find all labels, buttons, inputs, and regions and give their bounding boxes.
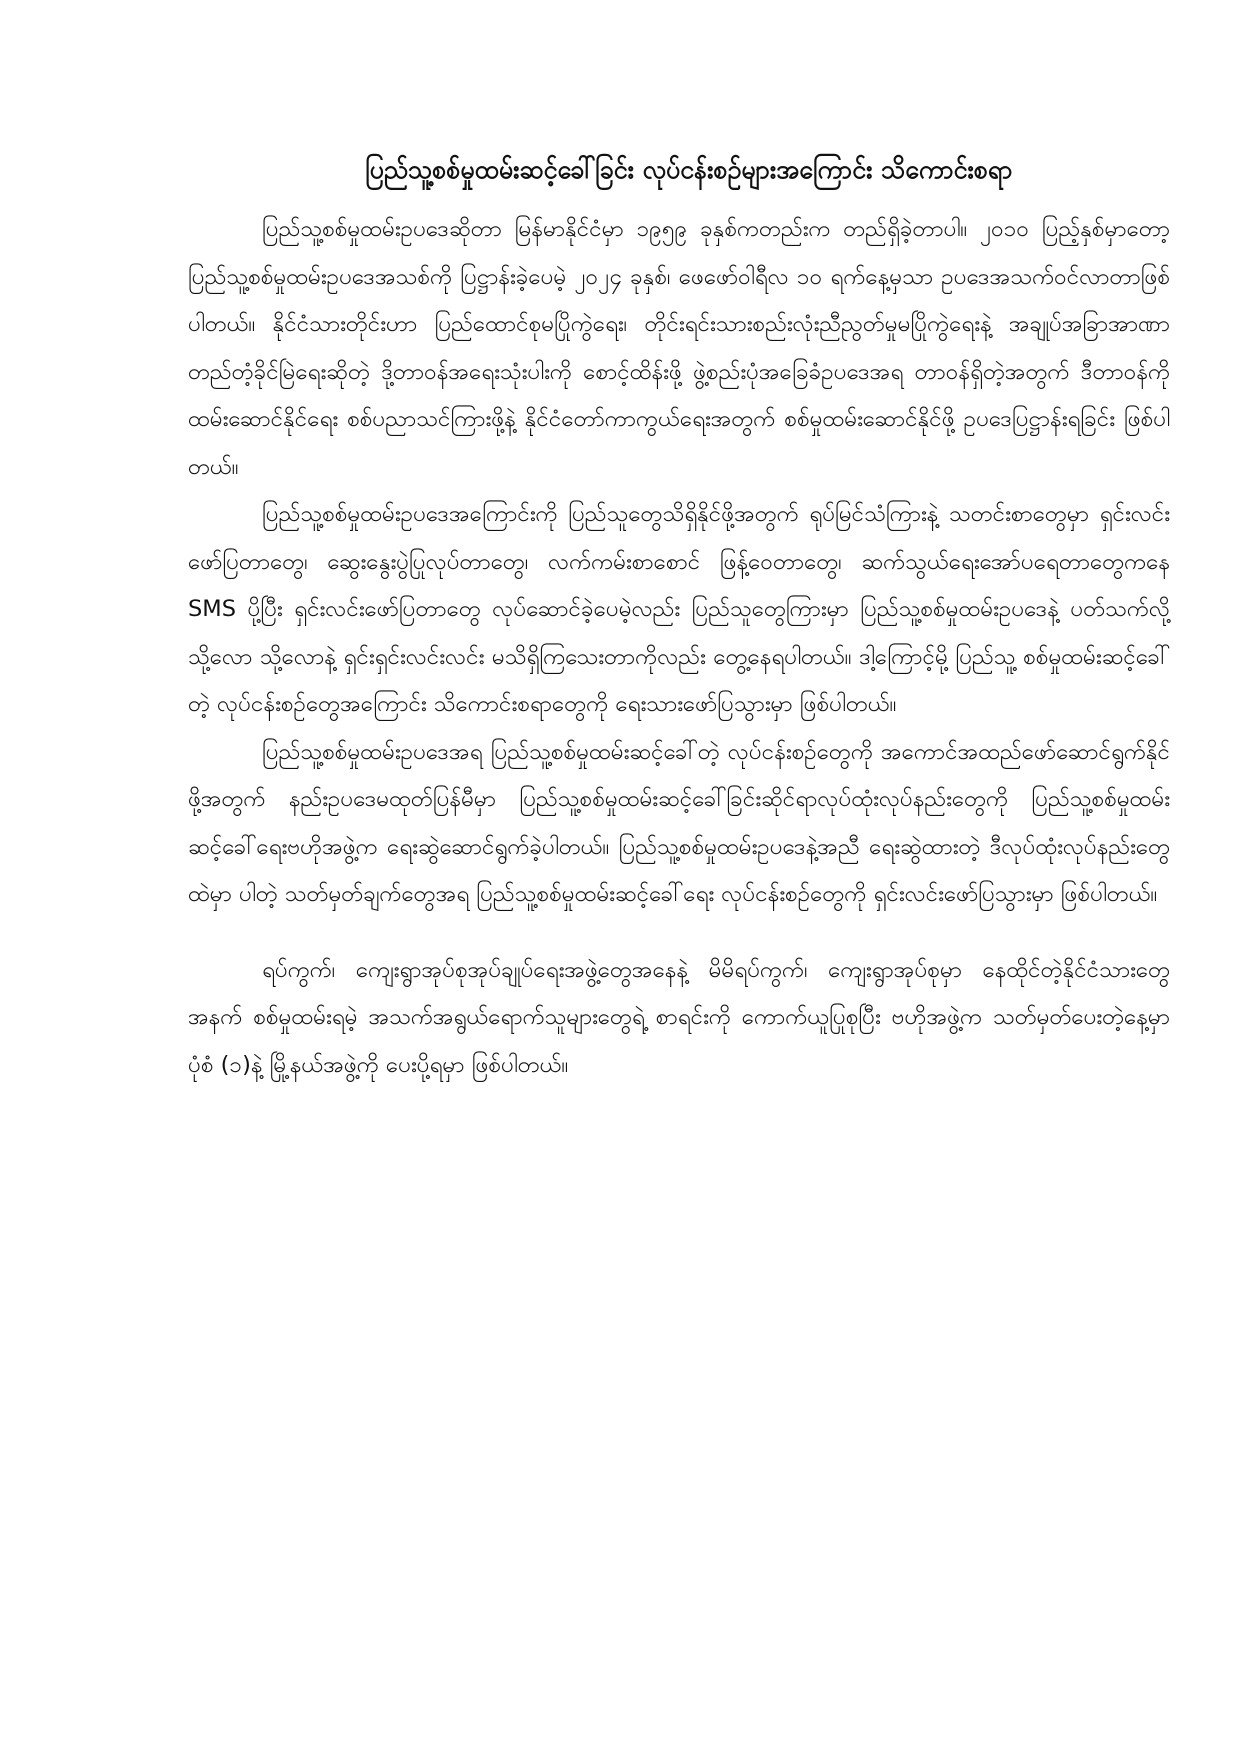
paragraph-2: ပြည်သူ့စစ်မှုထမ်းဥပဒေအကြောင်းကို ပြည်သူတွေသိရှိနိုင်ဖို့အတွက် ရုပ်မြင်သံကြားနဲ့ သတင်းစာတွေမှာ ရှင်းလင်းဖော်ပြတာတွေ၊ ဆွေးနွေးပွဲပြုလုပ်တာတွေ၊ လက်ကမ်းစာစောင် ဖြန့်ဝေတာတွေ၊ ဆက်သွယ်ရေးအော်ပရေတာတွေကနေ SMS ပို့ပြီး ရှင်းလင်းဖော်ပြတာတွေ လုပ်ဆောင်ခဲ့ပေမဲ့လည်း ပြည်သူတွေကြားမှာ ပြည်သူ့စစ်မှုထမ်းဥပဒေနဲ့ ပတ်သက်လို့ သို့လော သို့လောနဲ့ ရှင်းရှင်းလင်းလင်း မသိရှိကြသေးတာကိုလည်း တွေ့နေရပါတယ်။ ဒါ့ကြောင့်မို့ ပြည်သူ့ စစ်မှုထမ်းဆင့်ခေါ်တဲ့ လုပ်ငန်းစဉ်တွေအကြောင်း သိကောင်းစရာတွေကို ရေးသားဖော်ပြသွားမှာ ဖြစ်ပါတယ်။ bbox=[188, 501, 1170, 717]
document-title: ပြည်သူ့စစ်မှုထမ်းဆင့်ခေါ်ခြင်း လုပ်ငန်းစဉ်များအကြောင်း သိကောင်းစရာ bbox=[365, 155, 1013, 184]
paragraph-1: ပြည်သူ့စစ်မှုထမ်းဥပဒေဆိုတာ မြန်မာနိုင်ငံမှာ ၁၉၅၉ ခုနှစ်ကတည်းက တည်ရှိခဲ့တာပါ။ ၂၀၁၀ ပြည့်နှစ်မှာတော့ ပြည်သူ့စစ်မှုထမ်းဥပဒေအသစ်ကို ပြဋ္ဌာန်းခဲ့ပေမဲ့ ၂၀၂၄ ခုနှစ်၊ ဖေဖော်ဝါရီလ ၁၀ ရက်နေ့မှသာ ဥပဒေအသက်ဝင်လာတာဖြစ်ပါတယ်။ နိုင်ငံသားတိုင်းဟာ ပြည်ထောင်စုမပြိုကွဲရေး၊ တိုင်းရင်းသားစည်းလုံးညီညွတ်မှုမပြိုကွဲရေးနဲ့ အချုပ်အခြာအာဏာ တည်တံ့ခိုင်မြဲရေးဆိုတဲ့ ဒို့တာဝန်အရေးသုံးပါးကို စောင့်ထိန်းဖို့ ဖွဲ့စည်းပုံအခြေခံဥပဒေအရ တာဝန်ရှိတဲ့အတွက် ဒီတာဝန်ကို ထမ်းဆောင်နိုင်ရေး စစ်ပညာသင်ကြားဖို့နဲ့ နိုင်ငံတော်ကာကွယ်ရေးအတွက် စစ်မှုထမ်းဆောင်နိုင်ဖို့ ဥပဒေပြဋ္ဌာန်းရခြင်း ဖြစ်ပါတယ်။ bbox=[188, 216, 1170, 480]
paragraph-4: ရပ်ကွက်၊ ကျေးရွာအုပ်စုအုပ်ချုပ်ရေးအဖွဲ့တွေအနေနဲ့ မိမိရပ်ကွက်၊ ကျေးရွာအုပ်စုမှာ နေထိုင်တဲ့နိုင်ငံသားတွေအနက် စစ်မှုထမ်းရမဲ့ အသက်အရွယ်ရောက်သူများတွေရဲ့ စာရင်းကို ကောက်ယူပြုစုပြီး ဗဟိုအဖွဲ့က သတ်မှတ်ပေးတဲ့နေ့မှာ ပုံစံ (၁)နဲ့ မြို့နယ်အဖွဲ့ကို ပေးပို့ရမှာ ဖြစ်ပါတယ်။ bbox=[188, 956, 1170, 1078]
document-page bbox=[188, 150, 1170, 1089]
paragraph-3: ပြည်သူ့စစ်မှုထမ်းဥပဒေအရ ပြည်သူ့စစ်မှုထမ်းဆင့်ခေါ်တဲ့ လုပ်ငန်းစဉ်တွေကို အကောင်အထည်ဖော်ဆောင်ရွက်နိုင်ဖို့အတွက် နည်းဥပဒေမထုတ်ပြန်မီမှာ ပြည်သူ့စစ်မှုထမ်းဆင့်ခေါ်ခြင်းဆိုင်ရာလုပ်ထုံးလုပ်နည်းတွေကို ပြည်သူ့စစ်မှုထမ်းဆင့်ခေါ်ရေးဗဟိုအဖွဲ့က ရေးဆွဲဆောင်ရွက်ခဲ့ပါတယ်။ ပြည်သူ့စစ်မှုထမ်းဥပဒေနဲ့အညီ ရေးဆွဲထားတဲ့ ဒီလုပ်ထုံးလုပ်နည်းတွေထဲမှာ ပါတဲ့ သတ်မှတ်ချက်တွေအရ ပြည်သူ့စစ်မှုထမ်းဆင့်ခေါ်ရေး လုပ်ငန်းစဉ်တွေကို ရှင်းလင်းဖော်ပြသွားမှာ ဖြစ်ပါတယ်။ bbox=[188, 738, 1170, 907]
